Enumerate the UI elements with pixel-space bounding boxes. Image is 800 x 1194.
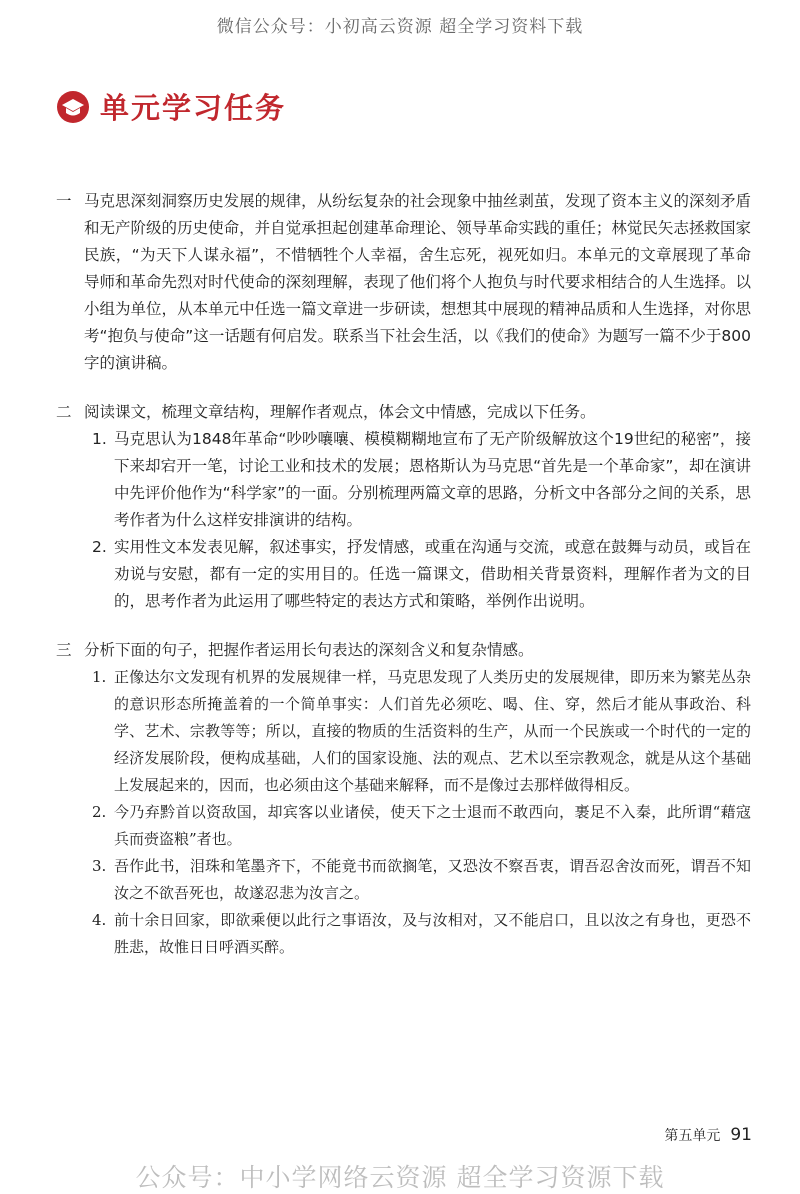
unit-label: 第五单元: [664, 1128, 721, 1144]
item-text: 吾作此书，泪珠和笔墨齐下，不能竟书而欲搁笔，又恐汝不察吾衷，谓吾忍舍汝而死，谓吾不知汝之不欲吾死也，故遂忍悲为汝言之。: [114, 857, 751, 902]
list-item: [84, 534, 751, 615]
item-number: 4.: [92, 911, 107, 929]
top-watermark: 微信公众号：小初高云资源 超全学习资料下载: [216, 17, 584, 37]
item-number: 1.: [92, 430, 107, 448]
list-item: [84, 907, 751, 961]
task-section-3: [56, 637, 751, 961]
item-text: 马克思认为1848年革命“吵吵嚷嚷、模模糊糊地宣布了无产阶级解放这个19世纪的秘密”，接下来却宕开一笔，讨论工业和技术的发展；恩格斯认为马克思“首先是一个革命家”，却在演讲中先评价他作为“科学家”的一面。分别梳理两篇文章的思路，分析文中各部分之间的关系，思考作者为什么这样安排演讲的结构。: [114, 430, 751, 529]
list-item: [84, 853, 751, 907]
item-number: 1.: [92, 668, 107, 686]
item-text: 前十余日回家，即欲乘便以此行之事语汝，及与汝相对，又不能启口，且以汝之有身也，更恐不胜悲，故惟日日呼酒买醉。: [114, 911, 751, 956]
section-number: 二: [56, 403, 72, 421]
page-title: 单元学习任务: [100, 91, 287, 125]
list-item: [84, 426, 751, 534]
section-heading: [56, 86, 286, 127]
list-item: [84, 799, 751, 853]
section-number: 三: [56, 641, 72, 659]
section-text: 马克思深刻洞察历史发展的规律，从纷纭复杂的社会现象中抽丝剥茧，发现了资本主义的深刻矛盾和无产阶级的历史使命，并自觉承担起创建革命理论、领导革命实践的重任；林觉民矢志拯救国家民族，“为天下人谋永福”，不惜牺牲个人幸福，舍生忘死，视死如归。本单元的文章展现了革命导师和革命先烈对时代使命的深刻理解，表现了他们将个人抱负与时代要求相结合的人生选择。以小组为单位，从本单元中任选一篇文章进一步研读，想想其中展现的精神品质和人生选择，对你思考“抱负与使命”这一话题有何启发。联系当下社会生活，以《我们的使命》为题写一篇不少于800字的演讲稿。: [84, 192, 751, 372]
task-section-1: [56, 188, 751, 377]
section-text: 阅读课文，梳理文章结构，理解作者观点，体会文中情感，完成以下任务。: [84, 403, 596, 421]
section-number: 一: [56, 192, 72, 210]
item-number: 2.: [92, 538, 107, 556]
task-section-2: [56, 399, 751, 615]
page-number: 91: [730, 1125, 752, 1145]
page-footer: [664, 1125, 752, 1145]
task-content: [56, 188, 751, 983]
quote-items: [84, 664, 751, 961]
item-text: 今乃弃黔首以资敌国，却宾客以业诸侯，使天下之士退而不敢西向，裹足不入秦，此所谓“藉寇兵而赍盗粮”者也。: [114, 803, 751, 848]
section-text: 分析下面的句子，把握作者运用长句表达的深刻含义和复杂情感。: [84, 641, 534, 659]
item-number: 2.: [92, 803, 107, 821]
bottom-watermark: 公众号：中小学网络云资源 超全学习资源下载: [135, 1163, 665, 1192]
task-items: [84, 426, 751, 615]
item-text: 正像达尔文发现有机界的发展规律一样，马克思发现了人类历史的发展规律，即历来为繁芜丛杂的意识形态所掩盖着的一个简单事实：人们首先必须吃、喝、住、穿，然后才能从事政治、科学、艺术、宗教等等；所以，直接的物质的生活资料的生产，从而一个民族或一个时代的一定的经济发展阶段，便构成基础，人们的国家设施、法的观点、艺术以至宗教观念，就是从这个基础上发展起来的，因而，也必须由这个基础来解释，而不是像过去那样做得相反。: [114, 668, 751, 794]
item-text: 实用性文本发表见解，叙述事实，抒发情感，或重在沟通与交流，或意在鼓舞与动员，或旨在劝说与安慰，都有一定的实用目的。任选一篇课文，借助相关背景资料，理解作者为文的目的，思考作者为此运用了哪些特定的表达方式和策略，举例作出说明。: [114, 538, 751, 610]
list-item: [84, 664, 751, 799]
item-number: 3.: [92, 857, 107, 875]
graduation-cap-icon: [56, 90, 90, 124]
